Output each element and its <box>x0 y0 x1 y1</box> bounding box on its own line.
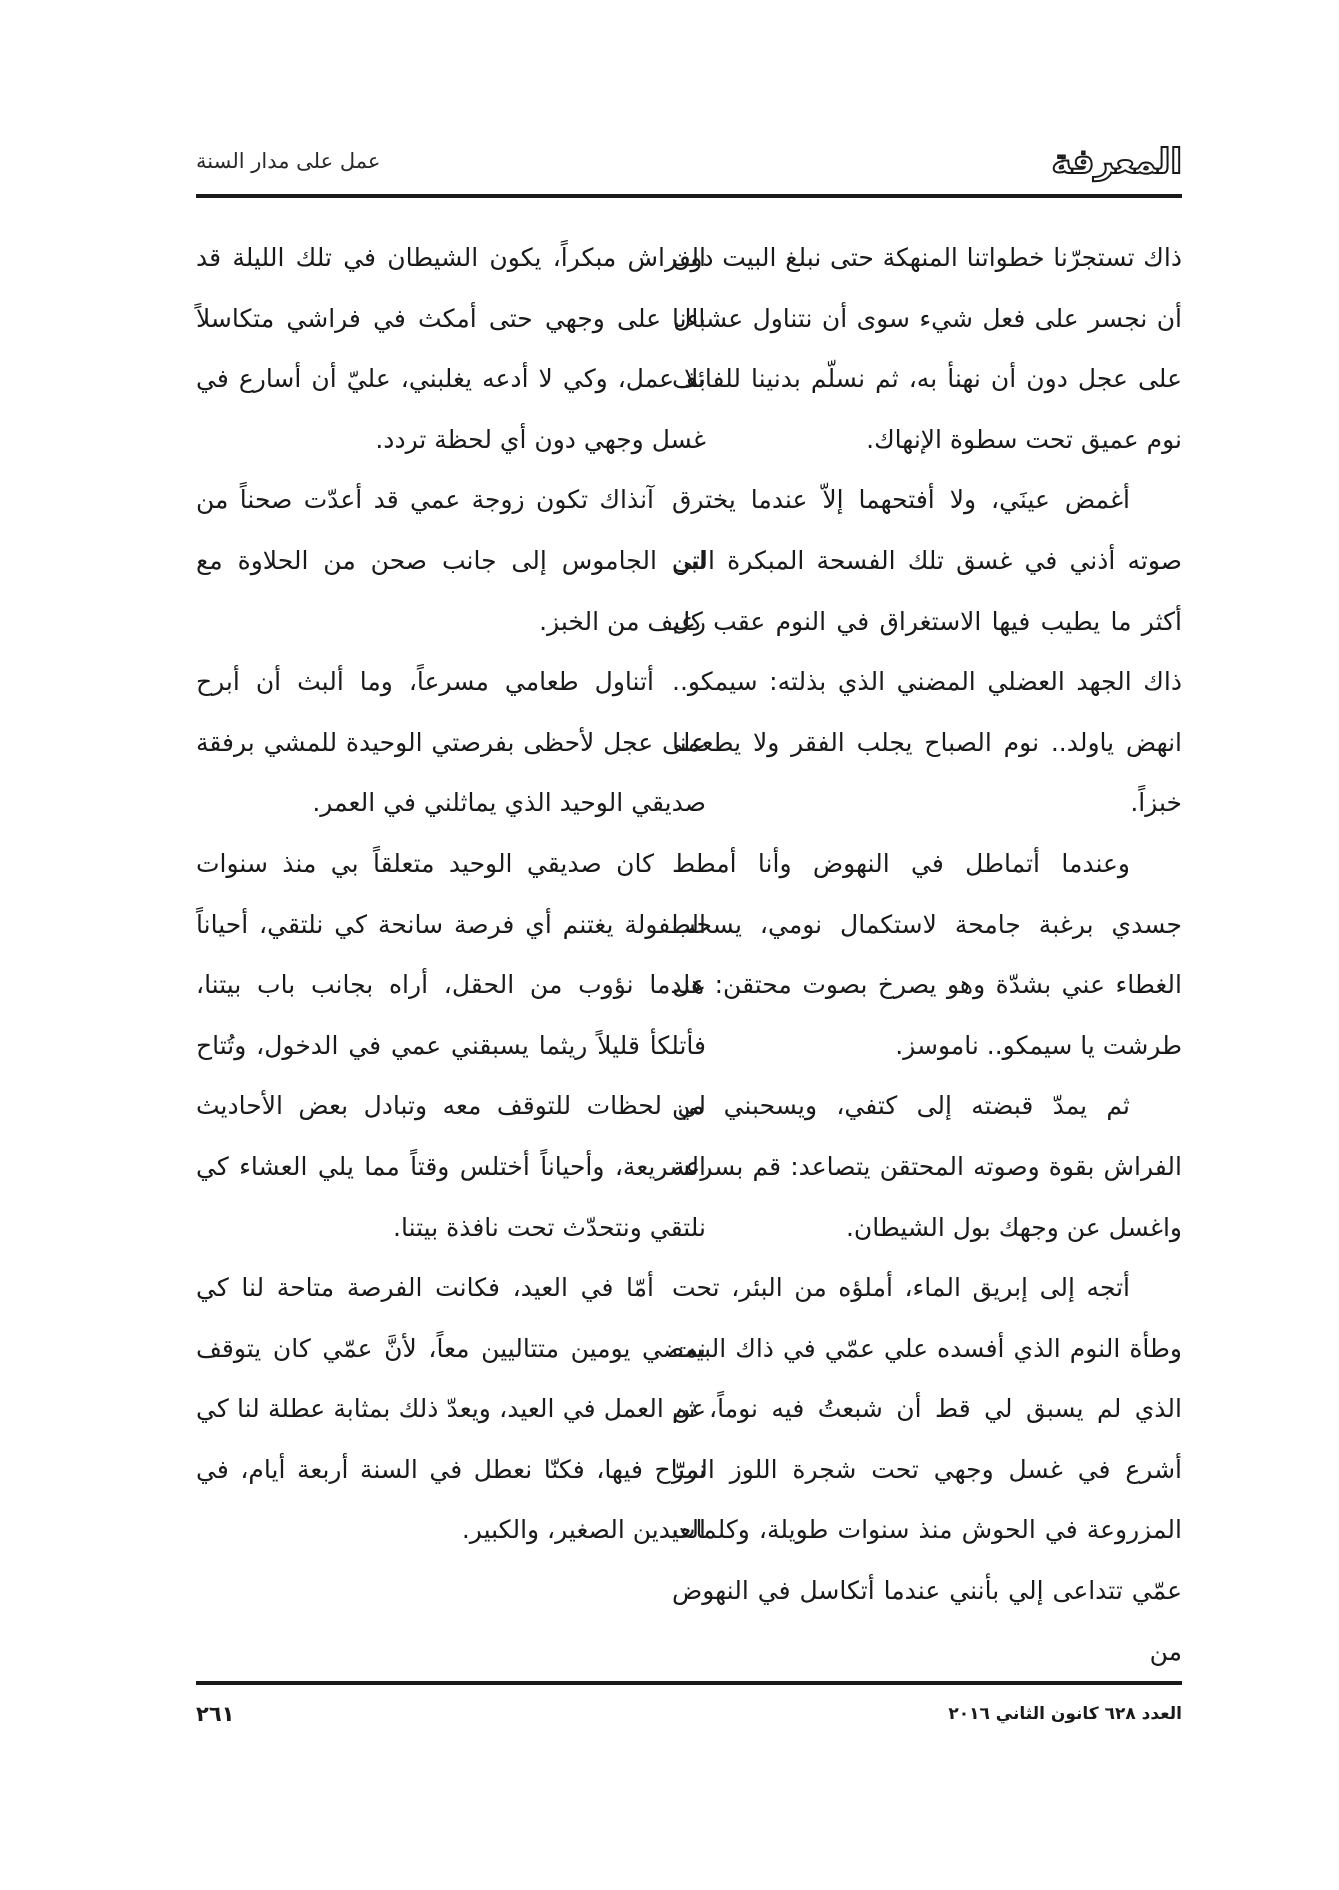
paragraph: كان صديقي الوحيد متعلقاً بي منذ سنوات الطفولة يغتنم أي فرصة سانحة كي نلتقي، أحياناً عندما نؤوب من الحقل، أراه بجانب باب بيتنا، فأتلكأ قليلاً ريثما يسبقني عمي في الدخول، وتُتاح لي لحظات للتوقف معه وتبادل بعض الأحاديث السريعة، وأحياناً أختلس وقتاً مما يلي العشاء كي نلتقي ونتحدّث تحت نافذة بيتنا. <box>196 848 706 1242</box>
footer-divider <box>196 1681 1182 1685</box>
paragraph: ذاك تستجرّنا خطواتنا المنهكة حتى نبلغ البيت دون أن نجسر على فعل شيء سوى أن نتناول عشاءنا على عجل دون أن نهنأ به، ثم نسلّم بدنينا للفائف نوم عميق تحت سطوة الإنهاك. <box>672 243 1182 454</box>
page-header <box>196 140 1182 194</box>
paragraph: أمّا في العيد، فكانت الفرصة متاحة لنا كي نمضي يومين متتاليين معاً، لأنَّ عمّي كان يتوقف عن العمل في العيد، ويعدّ ذلك بمثابة عطلة لنا كي نرتاح فيها، فكنّا نعطل في السنة أربعة أيام، في العيدين الصغير، والكبير. <box>196 1273 706 1545</box>
paragraph: وعندما أتماطل في النهوض وأنا أمطط جسدي برغبة جامحة لاستكمال نومي، يسحب الغطاء عني بشدّة وهو يصرخ بصوت محتقن: هل طرشت يا سيمكو.. ناموسز. <box>672 848 1182 1060</box>
text-column-left <box>196 228 706 1561</box>
paragraph: أغمض عينَي، ولا أفتحهما إلاّ عندما يخترق صوته أذني في غسق تلك الفسحة المبكرة التي أكثر ما يطيب فيها الاستغراق في النوم عقب كل ذاك الجهد العضلي المضني الذي بذلته: سيمكو.. انهض ياولد.. نوم الصباح يجلب الفقر ولا يطعمنا خبزاً. <box>672 485 1182 818</box>
paragraph: آنذاك تكون زوجة عمي قد أعدّت صحناً من لبن الجاموس إلى جانب صحن من الحلاوة مع رغيف من الخبز. <box>196 485 706 636</box>
paragraph: الفراش مبكراً، يكون الشيطان في تلك الليلة قد بال على وجهي حتى أمكث في فراشي متكاسلاً بلا عمل، وكي لا أدعه يغلبني، عليّ أن أسارع في غسل وجهي دون أي لحظة تردد. <box>196 243 706 454</box>
issue-info: العدد ٦٢٨ كانون الثاني ٢٠١٦ <box>948 1704 1182 1724</box>
paragraph: أتجه إلى إبريق الماء، أملؤه من البئر، تحت وطأة النوم الذي أفسده علي عمّي في ذاك البيت الذي لم يسبق لي قط أن شبعتُ فيه نوماً، ثم أشرع في غسل وجهي تحت شجرة اللوز المرّ المزروعة في الحوش منذ سنوات طويلة، وكلمات عمّي تتداعى إلي بأنني عندما أتكاسل في النهوض من <box>672 1273 1182 1666</box>
text-column-right <box>672 228 1182 1682</box>
page-footer <box>196 1700 1182 1740</box>
paragraph: أتناول طعامي مسرعاً، وما ألبث أن أبرح على عجل لأحظى بفرصتي الوحيدة للمشي برفقة صديقي الوحيد الذي يماثلني في العمر. <box>196 667 706 818</box>
running-title: عمل على مدار السنة <box>196 149 381 173</box>
paragraph: ثم يمدّ قبضته إلى كتفي، ويسحبني من الفراش بقوة وصوته المحتقن يتصاعد: قم بسرعة واغسل عن وجهك بول الشيطان. <box>672 1091 1182 1242</box>
magazine-logo: المعرفة <box>1051 142 1182 182</box>
header-divider <box>196 194 1182 198</box>
page-number: ٢٦١ <box>196 1702 235 1726</box>
